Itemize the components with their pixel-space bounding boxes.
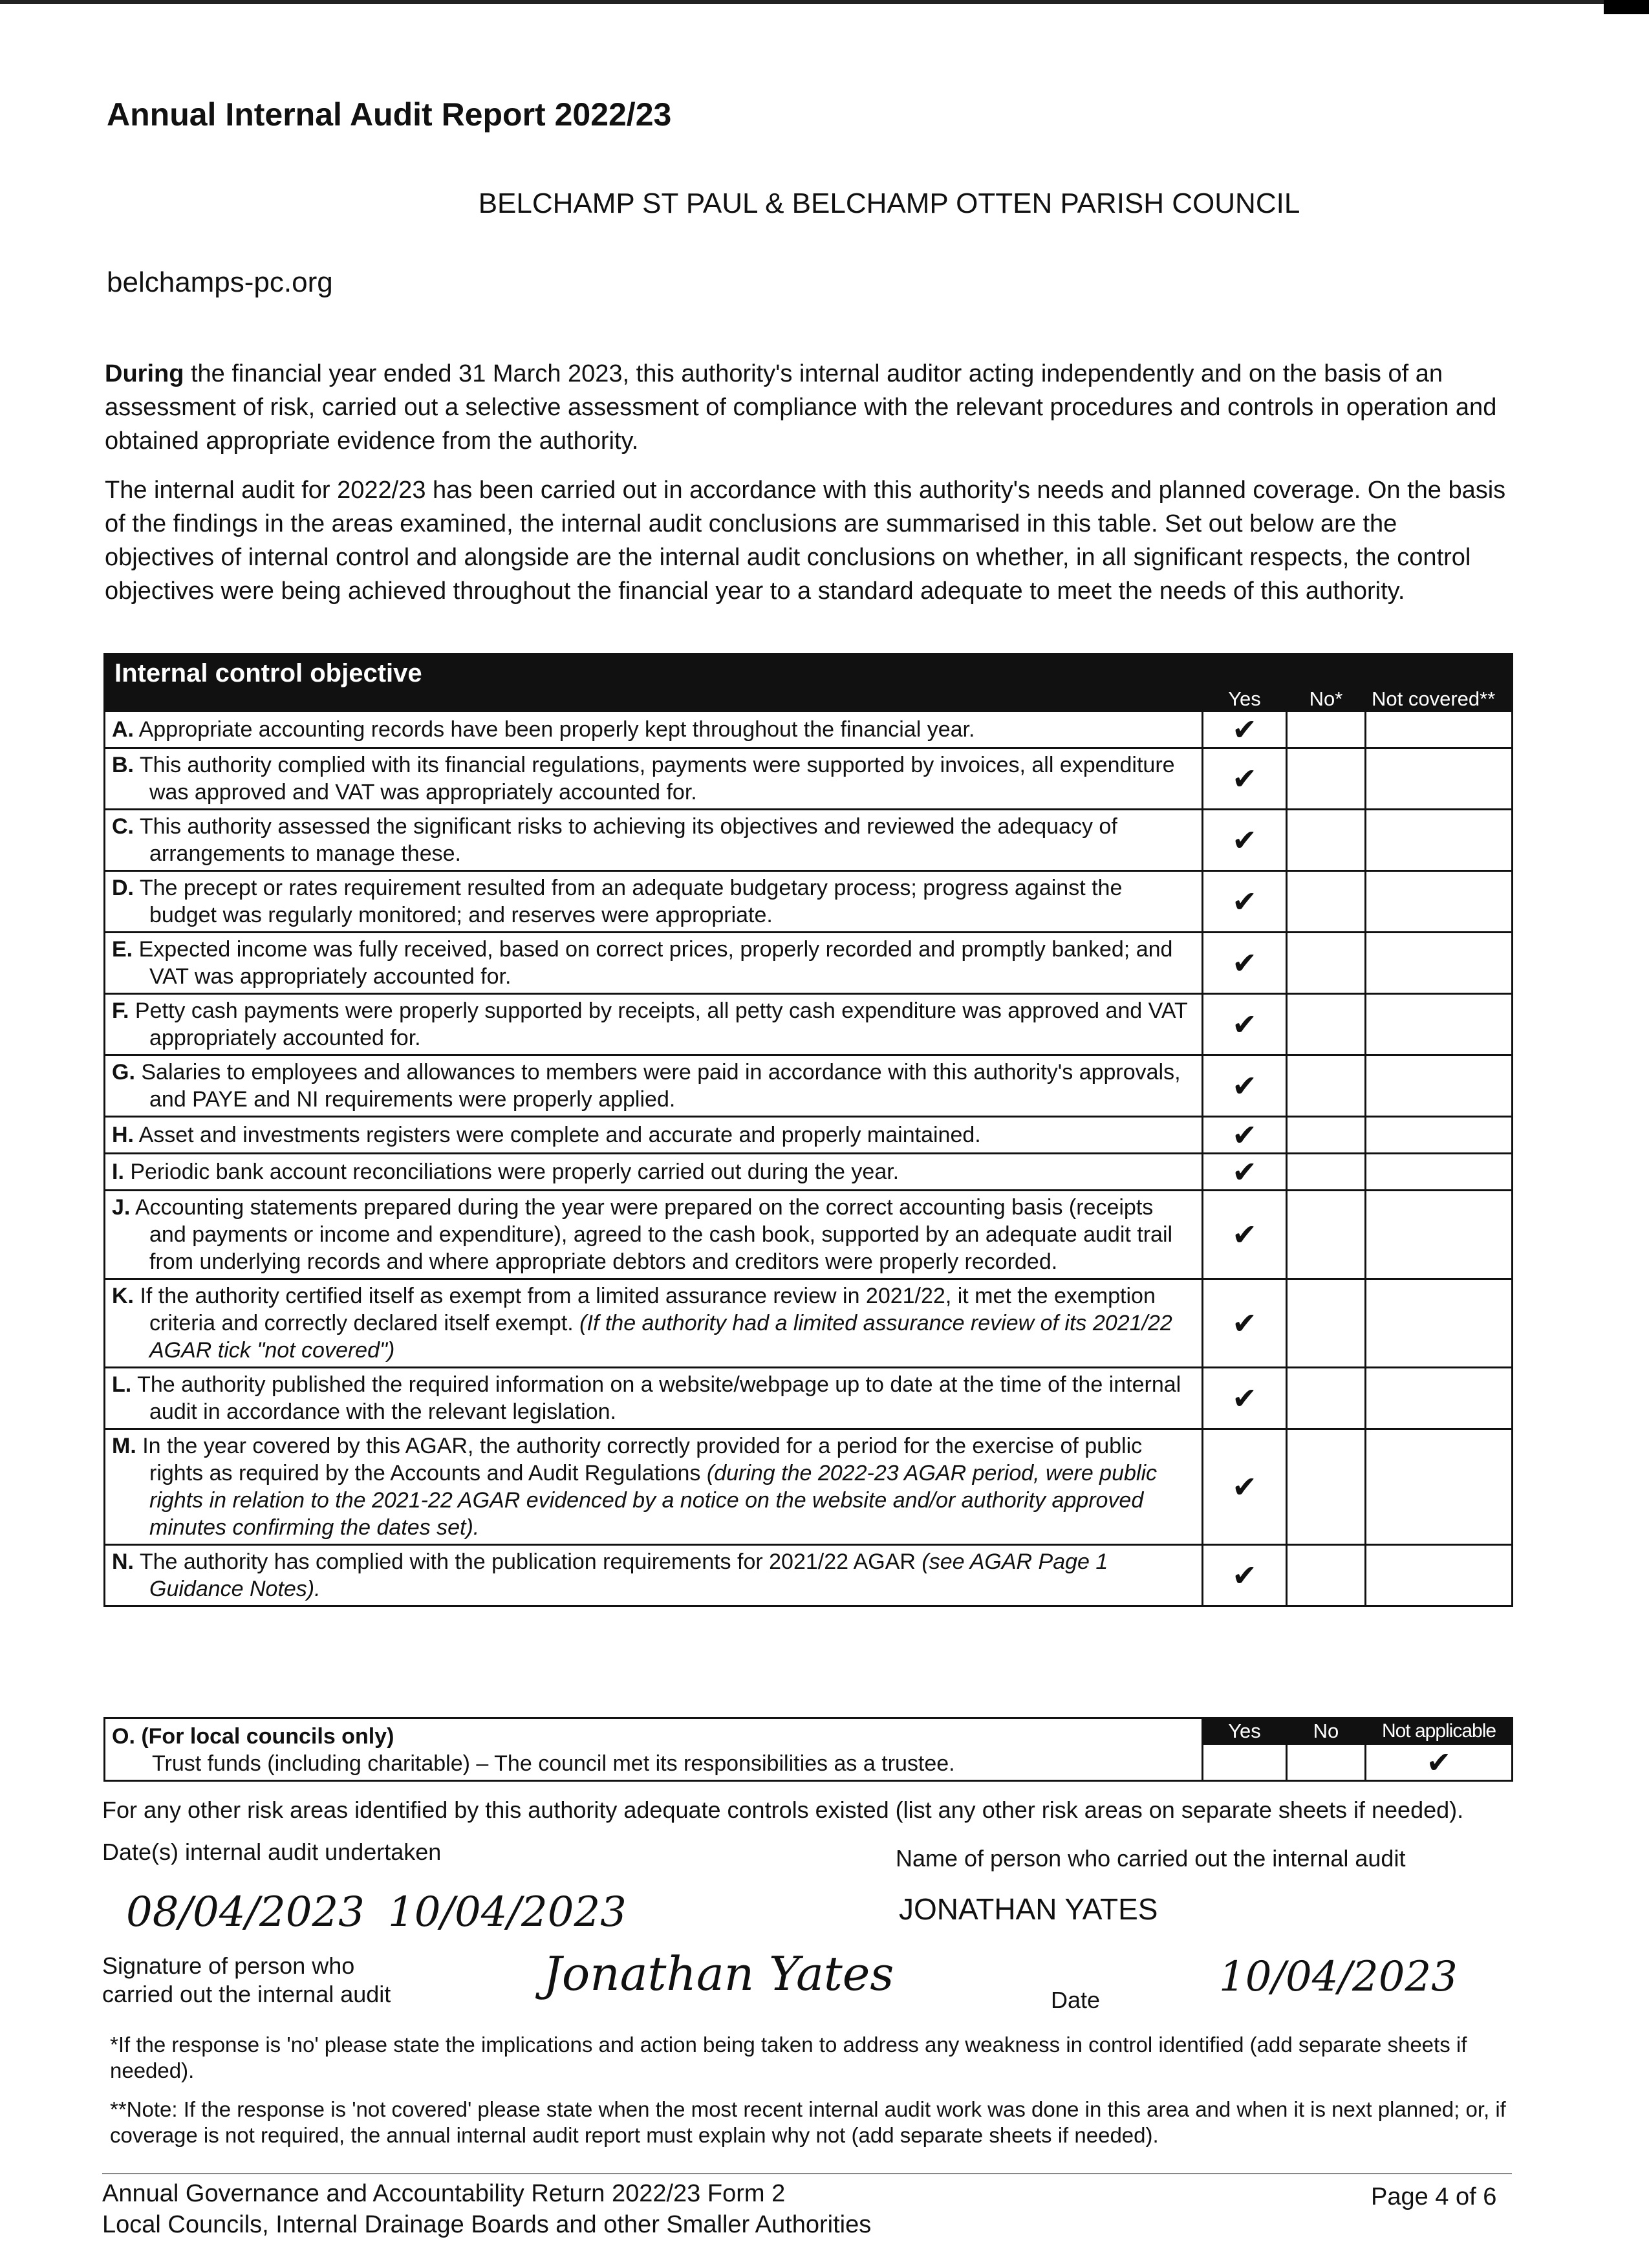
objective-text-cell [105, 994, 1203, 1055]
objective-row [105, 1191, 1513, 1279]
yes-tick-cell[interactable]: ✔ [1203, 1368, 1287, 1429]
dates-label: Date(s) internal audit undertaken [102, 1839, 442, 1865]
page-number: Page 4 of 6 [1371, 2183, 1497, 2210]
objective-text-cell [105, 1545, 1203, 1606]
objective-text [112, 1059, 1195, 1113]
objective-letter: C. [112, 814, 134, 839]
signature-date: 10/04/2023 [1219, 1953, 1458, 2001]
not-covered-cell[interactable] [1366, 1279, 1513, 1368]
not-covered-cell[interactable] [1366, 810, 1513, 871]
objective-row [105, 871, 1513, 933]
objective-text-cell [105, 1117, 1203, 1154]
audit-date-2: 10/04/2023 [388, 1888, 627, 1936]
no-cell[interactable] [1287, 1545, 1366, 1606]
objective-body: This authority complied with its financial regulations, payments were supported by invoices, all expenditure was approved and VAT was appropriately accounted for. [139, 753, 1175, 805]
objective-body: The authority has complied with the publication requirements for 2021/22 AGAR [139, 1550, 922, 1574]
objective-letter: N. [112, 1550, 134, 1574]
objective-row [105, 1154, 1513, 1191]
no-cell[interactable] [1287, 933, 1366, 994]
objective-letter: E. [112, 937, 133, 962]
table-header-row [105, 654, 1513, 711]
objective-body: Accounting statements prepared during the year were prepared on the correct accounting basis (receipts and payments or income and expenditure), agreed to the cash book, supported by an adequate audit trail from underlying records and where appropriate debtors and creditors were properly recorded. [135, 1195, 1173, 1274]
not-covered-cell[interactable] [1366, 871, 1513, 933]
yes-tick-cell[interactable]: ✔ [1203, 1545, 1287, 1606]
row-o-not-applicable-tick[interactable]: ✔ [1366, 1744, 1513, 1781]
header-objective: Internal control objective [105, 654, 1203, 711]
objective-text [112, 936, 1195, 990]
not-covered-cell[interactable] [1366, 1154, 1513, 1191]
objective-body: The authority published the required information on a website/webpage up to date at the time of the internal audit in accordance with the relevant legislation. [137, 1372, 1181, 1424]
intro-paragraph-1: During the financial year ended 31 March 2023, this authority's internal auditor acting independently and on the basis of an assessment of risk, carried out a selective assessment of compliance with the relevant procedures and controls in operation and obtained appropriate evidence from the authority. [105, 360, 1497, 455]
not-covered-cell[interactable] [1366, 933, 1513, 994]
objective-text-cell [105, 748, 1203, 810]
objective-text-cell [105, 933, 1203, 994]
objective-body: Periodic bank account reconciliations were properly carried out during the year. [130, 1160, 900, 1184]
objective-row [105, 1368, 1513, 1429]
objective-row [105, 711, 1513, 748]
objective-row [105, 994, 1513, 1055]
no-cell[interactable] [1287, 748, 1366, 810]
objective-text-cell [105, 1055, 1203, 1117]
not-covered-cell[interactable] [1366, 711, 1513, 748]
date-label: Date [1051, 1987, 1101, 2013]
not-covered-cell[interactable] [1366, 1368, 1513, 1429]
objective-text [112, 874, 1195, 929]
objective-body: Appropriate accounting records have been properly kept throughout the financial year. [138, 717, 975, 742]
objective-letter: B. [112, 753, 134, 777]
yes-tick-cell[interactable]: ✔ [1203, 810, 1287, 871]
objective-letter: M. [112, 1434, 136, 1458]
yes-tick-cell[interactable]: ✔ [1203, 1429, 1287, 1545]
no-cell[interactable] [1287, 1117, 1366, 1154]
objective-guidance: (If the authority had a limited assurance review of its 2021/22 AGAR tick "not covered") [149, 1311, 1172, 1363]
yes-tick-cell[interactable]: ✔ [1203, 1117, 1287, 1154]
objective-body: The precept or rates requirement resulted from an adequate budgetary process; progress against the budget was regularly monitored; and reserves were appropriate. [139, 876, 1123, 927]
objective-body: In the year covered by this AGAR, the authority correctly provided for a period for the exercise of public rights as required by the Accounts and Audit Regulations [142, 1434, 1143, 1485]
no-cell[interactable] [1287, 1154, 1366, 1191]
no-cell[interactable] [1287, 711, 1366, 748]
council-name: BELCHAMP ST PAUL & BELCHAMP OTTEN PARISH COUNCIL [478, 188, 1300, 219]
top-right-scan-mark [1604, 0, 1649, 14]
local-councils-table [103, 1717, 1513, 1782]
objective-body: If the authority certified itself as exempt from a limited assurance review in 2021/22, it met the exemption criteria and correctly declared itself exempt. [140, 1284, 1156, 1335]
objective-text [112, 997, 1195, 1052]
not-covered-cell[interactable] [1366, 1429, 1513, 1545]
objective-row [105, 1545, 1513, 1606]
objective-text [112, 1371, 1195, 1425]
objective-letter: L. [112, 1372, 132, 1397]
objective-letter: K. [112, 1284, 134, 1308]
objective-text [112, 813, 1195, 867]
note-not-covered: **Note: If the response is 'not covered' please state when the most recent internal audit work was done in this area and when it is next planned; or, if coverage is not required, the annual internal audit report must explain why not (add separate sheets if needed). [110, 2097, 1506, 2147]
yes-tick-cell[interactable]: ✔ [1203, 748, 1287, 810]
objective-guidance: (see AGAR Page 1 Guidance Notes). [149, 1550, 1108, 1601]
audit-date-1: 08/04/2023 [126, 1888, 365, 1936]
control-objectives-table [103, 653, 1513, 1607]
signature-label: Signature of person who carried out the internal audit [102, 1952, 391, 2007]
not-covered-cell[interactable] [1366, 1055, 1513, 1117]
yes-tick-cell[interactable]: ✔ [1203, 1191, 1287, 1279]
not-covered-cell[interactable] [1366, 1191, 1513, 1279]
row-o-no-cell[interactable] [1287, 1744, 1366, 1781]
objective-letter: A. [112, 717, 134, 742]
yes-tick-cell[interactable]: ✔ [1203, 1055, 1287, 1117]
website: belchamps-pc.org [107, 266, 333, 298]
objective-text-cell [105, 871, 1203, 933]
objective-letter: J. [112, 1195, 131, 1220]
objective-text-cell [105, 711, 1203, 748]
row-o-title: O. (For local councils only) [112, 1724, 394, 1749]
yes-tick-cell[interactable]: ✔ [1203, 1279, 1287, 1368]
yes-tick-cell[interactable]: ✔ [1203, 933, 1287, 994]
row-o-header-no: No [1287, 1718, 1366, 1744]
header-yes: Yes [1203, 654, 1287, 711]
not-covered-cell[interactable] [1366, 1117, 1513, 1154]
top-scan-edge [0, 0, 1649, 4]
objective-text [112, 1158, 1195, 1185]
objective-text [112, 716, 1195, 743]
no-cell[interactable] [1287, 994, 1366, 1055]
objective-row [105, 933, 1513, 994]
row-o-header-yes: Yes [1203, 1718, 1287, 1744]
objective-text-cell [105, 1368, 1203, 1429]
other-risk-statement: For any other risk areas identified by this authority adequate controls existed (list any other risk areas on separate sheets if needed). [102, 1797, 1464, 1823]
objective-letter: F. [112, 999, 129, 1023]
objective-row [105, 1279, 1513, 1368]
objective-text-cell [105, 810, 1203, 871]
objective-body: Asset and investments registers were complete and accurate and properly maintained. [138, 1123, 981, 1147]
person-name: JONATHAN YATES [899, 1892, 1158, 1926]
person-label: Name of person who carried out the internal audit [896, 1845, 1406, 1872]
not-covered-cell[interactable] [1366, 1545, 1513, 1606]
objective-text [112, 751, 1195, 806]
objective-body: Expected income was fully received, based on correct prices, properly recorded and promptly banked; and VAT was appropriately accounted for. [138, 937, 1173, 989]
objective-letter: H. [112, 1123, 134, 1147]
header-not-covered: Not covered** [1366, 654, 1513, 711]
objective-text [112, 1282, 1195, 1364]
objective-text-cell [105, 1279, 1203, 1368]
no-cell[interactable] [1287, 1429, 1366, 1545]
objective-text [112, 1194, 1195, 1275]
objective-text [112, 1432, 1195, 1541]
row-o-header-not-applicable: Not applicable [1366, 1718, 1513, 1744]
auditor-signature: Jonathan Yates [543, 1947, 894, 2001]
objective-text [112, 1121, 1195, 1149]
no-cell[interactable] [1287, 1055, 1366, 1117]
objective-letter: I. [112, 1160, 124, 1184]
note-no-response: *If the response is 'no' please state the implications and action being taken to address any weakness in control identified (add separate sheets if needed). [110, 2033, 1467, 2082]
objective-text-cell [105, 1191, 1203, 1279]
no-cell[interactable] [1287, 1279, 1366, 1368]
objective-row [105, 810, 1513, 871]
yes-tick-cell[interactable]: ✔ [1203, 871, 1287, 933]
objective-row [105, 1117, 1513, 1154]
intro-paragraph-2: The internal audit for 2022/23 has been carried out in accordance with this authority's needs and planned coverage. On the basis of the findings in the areas examined, the internal audit conclusions are summarised in this table. Set out below are the objectives of internal control and alongside are the internal audit conclusions on whether, in all significant respects, the control objectives were being achieved throughout the financial year to a standard adequate to meet the needs of this authority. [105, 477, 1506, 605]
header-no: No* [1287, 654, 1366, 711]
objective-guidance: (during the 2022-23 AGAR period, were public rights in relation to the 2021-22 AGAR evidenced by a notice on the website and/or authority approved minutes confirming the dates set). [149, 1461, 1158, 1540]
objective-row [105, 1055, 1513, 1117]
objective-body: This authority assessed the significant risks to achieving its objectives and reviewed the adequacy of arrangements to manage these. [139, 814, 1117, 866]
no-cell[interactable] [1287, 871, 1366, 933]
footer-form-title: Annual Governance and Accountability Return 2022/23 Form 2 Local Councils, Internal Drainage Boards and other Smaller Authorities [102, 2180, 872, 2238]
objective-body: Petty cash payments were properly supported by receipts, all petty cash expenditure was approved and VAT appropriately accounted for. [135, 999, 1188, 1050]
footer-divider [102, 2173, 1512, 2174]
no-cell[interactable] [1287, 1368, 1366, 1429]
no-cell[interactable] [1287, 1191, 1366, 1279]
objective-row [105, 748, 1513, 810]
row-o-text: Trust funds (including charitable) – The council met its responsibilities as a trustee. [152, 1751, 955, 1776]
row-o-objective [105, 1718, 1203, 1781]
yes-tick-cell[interactable]: ✔ [1203, 1154, 1287, 1191]
objective-text-cell [105, 1429, 1203, 1545]
objective-letter: G. [112, 1060, 135, 1085]
no-cell[interactable] [1287, 810, 1366, 871]
yes-tick-cell[interactable]: ✔ [1203, 994, 1287, 1055]
not-covered-cell[interactable] [1366, 994, 1513, 1055]
page-title: Annual Internal Audit Report 2022/23 [107, 96, 672, 133]
objective-text-cell [105, 1154, 1203, 1191]
objective-text [112, 1548, 1195, 1603]
objective-letter: D. [112, 876, 134, 900]
row-o-yes-cell[interactable] [1203, 1744, 1287, 1781]
objective-row [105, 1429, 1513, 1545]
not-covered-cell[interactable] [1366, 748, 1513, 810]
objective-body: Salaries to employees and allowances to members were paid in accordance with this authority's approvals, and PAYE and NI requirements were properly applied. [141, 1060, 1181, 1112]
yes-tick-cell[interactable]: ✔ [1203, 711, 1287, 748]
